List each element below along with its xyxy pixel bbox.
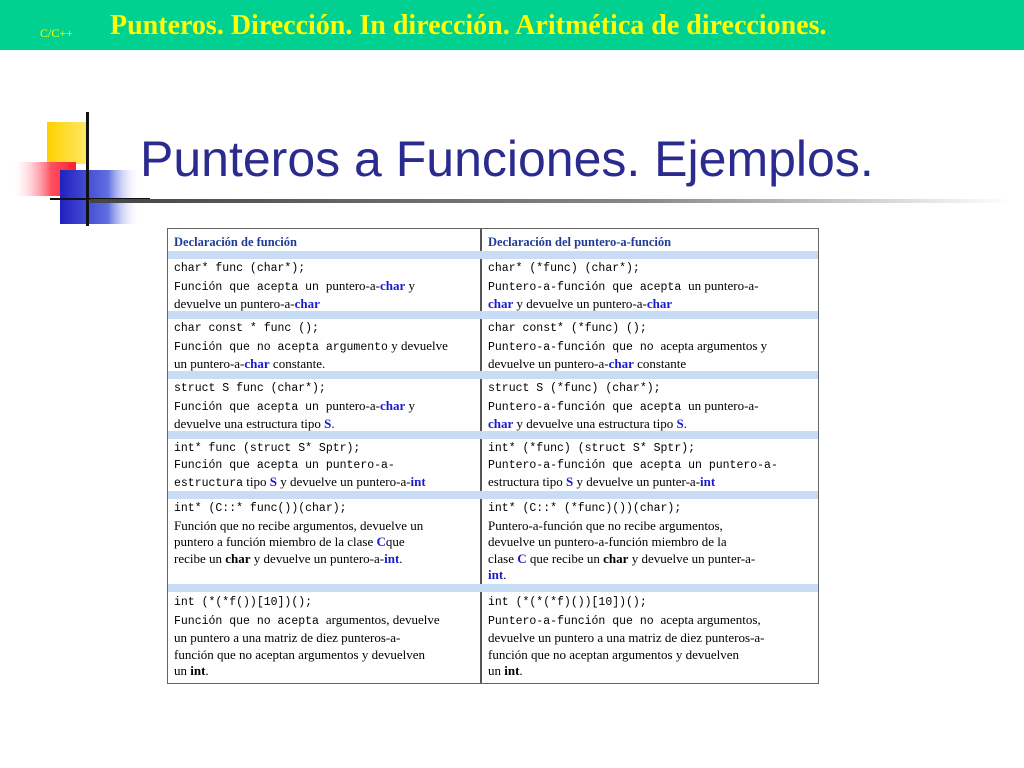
table-row: char* (*func) (char*); Puntero-a-función que acepta un puntero-a- char y devuelve un puntero-a-char: [488, 262, 759, 311]
pointer-table: [167, 228, 819, 684]
slide-title: Punteros a Funciones. Ejemplos.: [140, 131, 874, 187]
table-row: int (*(*f())[10])(); Función que no acepta argumentos, devuelve un puntero a una matriz de diez punteros-a- función que no aceptan argumentos y devuelven un int.: [174, 596, 440, 678]
row-separator: [168, 491, 818, 499]
deco-blue-square: [60, 170, 140, 224]
banner-title: Punteros. Dirección. In dirección. Aritmética de direcciones.: [110, 10, 827, 41]
table-row: char const * func (); Función que no acepta argumento y devuelve un puntero-a-char constante.: [174, 322, 448, 371]
decoration-graphic: [0, 0, 150, 230]
table-row: char* func (char*); Función que acepta un puntero-a-char y devuelve un puntero-a-char: [174, 262, 415, 311]
header-pointer-declaration: Declaración del puntero-a-función: [488, 235, 672, 249]
table-row: int* (*func) (struct S* Sptr); Puntero-a-función que acepta un puntero-a- estructura tipo S y devuelve un punter-a-int: [488, 442, 778, 489]
row-separator: [168, 584, 818, 592]
row-separator: [168, 431, 818, 439]
table-row: int* func (struct S* Sptr); Función que acepta un puntero-a- estructura tipo S y devuelve un puntero-a-int: [174, 442, 426, 490]
row-separator: [168, 311, 818, 319]
deco-yellow-square: [47, 122, 87, 164]
table-row: int (*(*(*f)())[10])(); Puntero-a-función que no acepta argumentos, devuelve un puntero a una matriz de diez punteros-a- función que no aceptan argumentos y devuelven un int.: [488, 596, 765, 678]
top-banner: [0, 0, 1024, 50]
table-row: struct S (*func) (char*); Puntero-a-función que acepta un puntero-a- char y devuelve una estructura tipo S.: [488, 382, 759, 431]
row-separator: [168, 371, 818, 379]
table-row: struct S func (char*); Función que acepta un puntero-a-char y devuelve una estructura tipo S.: [174, 382, 415, 431]
table-row: int* (C::* func())(char); Función que no recibe argumentos, devuelve un puntero a función miembro de la clase Cque recibe un char y devuelve un puntero-a-int.: [174, 502, 424, 566]
deco-vertical-line: [86, 112, 89, 226]
table-row: char const* (*func) (); Puntero-a-función que no acepta argumentos y devuelve un puntero-a-char constante: [488, 322, 768, 371]
banner-tag: C/C++: [40, 26, 73, 40]
title-underline: [90, 199, 1010, 203]
row-separator: [168, 251, 818, 259]
header-function-declaration: Declaración de función: [174, 235, 297, 249]
table-row: int* (C::* (*func)())(char); Puntero-a-función que no recibe argumentos, devuelve un puntero-a-función miembro de la clase C que recibe un char y devuelve un punter-a- int.: [488, 502, 756, 582]
